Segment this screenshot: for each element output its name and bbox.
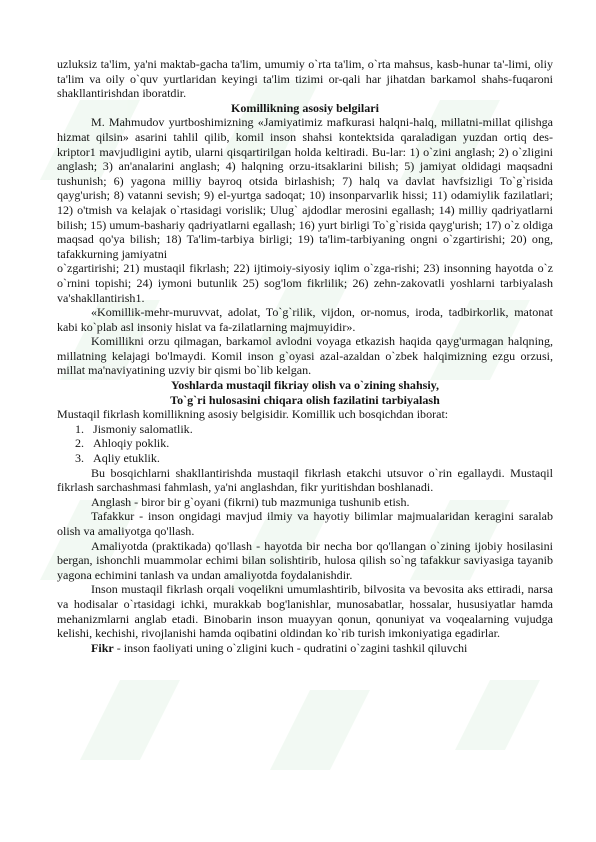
fikr-term: Fikr bbox=[91, 640, 114, 655]
section-heading-mustaqil-line2: To`g`ri hulosasini chiqara olish fazilatini tarbiyalash bbox=[170, 392, 440, 407]
fikr-definition-text: - inson faoliyati uning o`zligini kuch - qudratini o`zagini tashkil qiluvchi bbox=[113, 640, 468, 655]
inson-paragraph: Inson mustaqil fikrlash orqali voqelikni umumlashtirib, bilvosita va bevosita aks ettiradi, narsa va hodisalar o`rtasidagi ichki, murakkab bog'lanishlar, munosabatlar, hossalar, hususiyatlar hamda mehanizmlarni anglab etadi. Binobarin inson muayyan qonun, qonuniyat va voqealarning vujudga kelishi, kechishi, rivojlanishi hamda oqibatini oldindan ko`rib turish imkoniyatiga egadirlar. bbox=[57, 582, 553, 641]
list-item: 1. Jismoniy salomatlik. bbox=[87, 422, 553, 437]
amaliyotda-paragraph: Amaliyotda (praktikada) qo'llash - hayotda bir necha bor qo'llangan o`zining ijobiy hosilasini bergan, ishonchli muammolar echimi bilan solishtirib, hulosa qilish so`ng tafakkur saviyasiga tayanib yagona echimini tanlash va undan amaliyotda foydalanishdir. bbox=[57, 538, 553, 582]
anglash-definition: Anglash - biror bir g`oyani (fikrni) tub mazmuniga tushunib etish. bbox=[91, 494, 410, 509]
list-item: 3. Aqliy etuklik. bbox=[87, 451, 553, 466]
mahmudov-paragraph: M. Mahmudov yurtboshimizning «Jamiyatimiz mafkurasi halqni-halq, millatni-millat qilishga hizmat qilsin» asarini tahlil qilib, komil inson shahsi kontektsida qaraladigan yuzdan ortiq des-kriptor1 mavjudligini aytib, ularni qisqartirilgan holda keltiradi. Bu-lar: 1) o`zini anglash; 2) o`zligini anglash; 3) an'analarini anglash; 4) halqning orzu-itsaklarini bilish; 5) jamiyat oldidagi maqsadni tushunish; 6) yagona milliy bayroq otsida birlashish; 7) halq va davlat havfsizligi To`g`risida qayg'urish; 8) vatanni sevish; 9) el-yurtga sadoqat; 10) insonparvarlik hissi; 11) odamiylik fazilatlari; 12) o'tmish va kelajak o`rtasidagi vorislik; Ulug` ajdodlar merosini egallash; 14) milliy qadriyatlarni bilish; 15) umum-bashariy qadriyatlarni egallash; 16) yurt birligi To`g`risida qayg'urish; 17) o`z oldiga maqsad qo'ya bilish; 18) Ta'lim-tarbiya birligi; 19) ta'lim-tarbiyaning ongni o`zgartirishi; 20) ong, tafakkurning jamiyatni bbox=[57, 115, 553, 261]
tafakkur-definition: Tafakkur - inson ongidagi mavjud ilmiy va hayotiy bilimlar majmualaridan keragini saralab olish va amaliyotga qo'llash. bbox=[57, 509, 553, 538]
komillikni-orzu-paragraph: Komillikni orzu qilmagan, barkamol avlodni voyaga etkazish haqida qayg'urmagan halqning, millatning kelajagi bo'lmaydi. Komil inson g`oyasi azal-azaldan o`zbek halqimizning ezgu orzusi, millat ma'naviyatining uzviy bir qismi bo`lib kelgan. bbox=[57, 334, 553, 378]
list-item: 2. Ahloqiy poklik. bbox=[87, 436, 553, 451]
mustaqil-lead-paragraph: Mustaqil fikrlash komillikning asosiy belgisidir. Komillik uch bosqichdan iborat: bbox=[57, 407, 449, 422]
intro-paragraph: uzluksiz ta'lim, ya'ni maktab-gacha ta'lim, umumiy o`rta ta'lim, o`rta mahsus, kasb-hunar ta'-limi, oliy ta'lim va oily o`quv yurtlaridan keyingi ta'lim tizimi or-qali har jihatdan barkamol shahs-fuqaroni shakllantirishdan iboratdir. bbox=[57, 57, 553, 101]
mahmudov-paragraph-continued: o`zgartirishi; 21) mustaqil fikrlash; 22) ijtimoiy-siyosiy iqlim o`zga-rishi; 23) insonning hayotda o`z o`rnini topishi; 24) iymoni butunlik 25) sog'lom fikrlilik; 26) zehn-zakovatli yoshlarni tarbiyalash va'shakllantirish1. bbox=[57, 261, 553, 305]
fikr-definition bbox=[57, 641, 553, 656]
section-heading-mustaqil-line1: Yoshlarda mustaqil fikriay olish va o`zining shahsiy, bbox=[170, 378, 440, 393]
document-page bbox=[57, 57, 553, 655]
stages-paragraph: Bu bosqichlarni shakllantirishda mustaqil fikrlash etakchi utsuvor o`rin egallaydi. Mustaqil fikrlash sarchashmasi fahmlash, ya'ni anglashdan, fikr yuritishdan boshlanadi. bbox=[57, 465, 553, 495]
section-heading-komillik: Komillikning asosiy belgilari bbox=[231, 100, 379, 115]
stages-list bbox=[57, 422, 553, 466]
komillik-quote-paragraph: «Komillik-mehr-muruvvat, adolat, To`g`rilik, vijdon, or-nomus, iroda, tadbirkorlik, matonat kabi ko`plab asl insoniy hislat va fa-zilatlarning majmuyidir». bbox=[57, 305, 553, 334]
